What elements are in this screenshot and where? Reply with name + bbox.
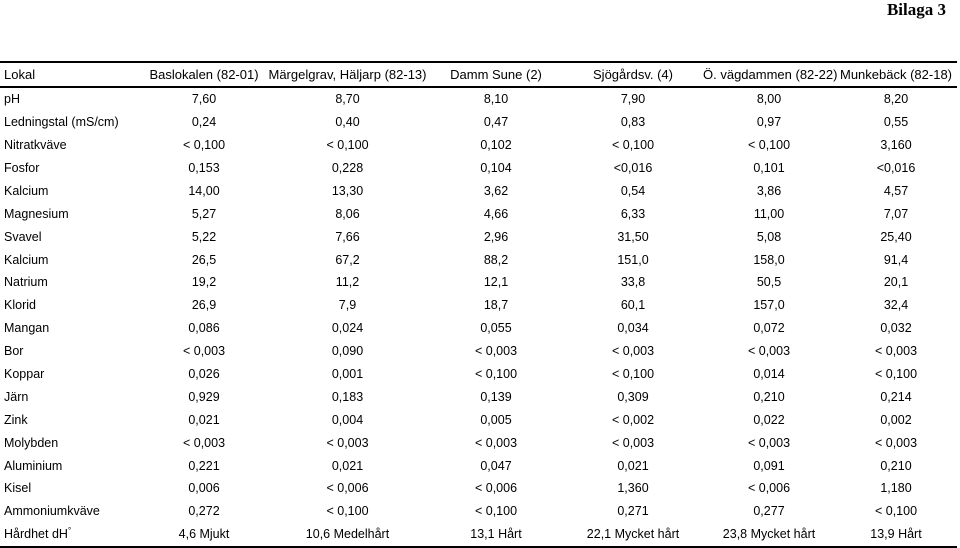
water-analysis-table-container: [0, 61, 957, 548]
row-label: [0, 248, 142, 271]
table-cell: < 0,003: [874, 435, 918, 450]
table-cell: 7,66: [335, 229, 360, 244]
table-cell: 0,183: [331, 389, 364, 404]
table-cell: 0,153: [188, 161, 220, 175]
table-row: [0, 454, 957, 477]
table-cell: 60,1: [620, 298, 646, 313]
table-cell: 13,9 Hårt: [870, 527, 922, 542]
table-cell: < 0,003: [326, 435, 369, 450]
table-cell: < 0,003: [474, 344, 518, 359]
table-row: [0, 431, 957, 454]
row-label-text: Koppar: [4, 367, 45, 382]
table-cell: 25,40: [880, 229, 912, 244]
table-cell: 7,60: [191, 92, 217, 107]
row-label-text: pH: [4, 92, 20, 107]
row-label-text: Kalcium: [4, 252, 49, 267]
table-row: [0, 248, 957, 271]
table-row: [0, 363, 957, 386]
table-cell: 3,160: [880, 138, 912, 153]
table-cell: 0,139: [480, 389, 512, 404]
row-label: [0, 294, 142, 317]
row-label: [0, 202, 142, 225]
row-label: [0, 523, 142, 547]
table-row: [0, 225, 957, 248]
table-cell: 0,54: [620, 183, 646, 198]
table-cell: 0,221: [188, 458, 220, 473]
table-cell: < 0,100: [611, 138, 655, 153]
table-cell: < 0,100: [474, 504, 518, 519]
table-cell: 0,272: [188, 504, 220, 519]
table-cell: 0,005: [480, 412, 512, 427]
table-cell: < 0,100: [326, 504, 369, 519]
table-cell: 0,055: [480, 321, 512, 336]
table-cell: 0,101: [753, 161, 785, 175]
table-cell: < 0,003: [182, 344, 226, 359]
table-row: [0, 317, 957, 340]
table-cell: 4,57: [883, 183, 909, 198]
table-cell: 0,034: [617, 321, 649, 336]
table-cell: 0,091: [753, 458, 785, 473]
table-row: [0, 87, 957, 111]
table-cell: 0,228: [331, 161, 364, 175]
row-label: [0, 271, 142, 294]
table-cell: < 0,100: [326, 138, 369, 153]
row-label-text: Zink: [4, 412, 28, 427]
row-label-text: Bor: [4, 344, 24, 359]
table-cell: 5,08: [756, 229, 782, 244]
table-cell: 0,002: [880, 412, 912, 427]
table-cell: 8,20: [883, 92, 909, 107]
table-cell: 14,00: [188, 183, 220, 198]
table-cell: 0,210: [753, 389, 785, 404]
table-cell: 3,86: [756, 183, 782, 198]
table-cell: 5,22: [191, 229, 217, 244]
row-label-text: Ammoniumkväve: [4, 504, 100, 519]
row-label-text: Kisel: [4, 481, 32, 496]
degree-superscript: °: [67, 526, 72, 536]
table-cell: 0,024: [331, 321, 364, 336]
table-row: [0, 202, 957, 225]
table-cell: 20,1: [883, 275, 909, 290]
table-cell: 13,30: [331, 183, 364, 198]
table-cell: 157,0: [753, 298, 785, 313]
table-cell: 32,4: [883, 298, 909, 313]
header-site-3: Damm Sune (2): [450, 66, 542, 82]
header-location: Lokal: [4, 66, 36, 82]
header-site-1: Baslokalen (82-01): [149, 66, 259, 82]
row-label-text: Molybden: [4, 435, 59, 450]
row-label: [0, 87, 142, 111]
table-row: [0, 500, 957, 523]
row-label-text: Magnesium: [4, 206, 69, 221]
row-label: [0, 385, 142, 408]
table-cell: 0,47: [483, 115, 509, 130]
table-cell: 0,021: [331, 458, 364, 473]
table-cell: 0,014: [753, 367, 785, 382]
row-label: [0, 408, 142, 431]
row-label: [0, 477, 142, 500]
table-row: [0, 477, 957, 500]
table-cell: 26,9: [191, 298, 217, 313]
row-label: [0, 340, 142, 363]
table-cell: < 0,006: [474, 481, 518, 496]
table-row: [0, 157, 957, 180]
table-cell: 1,180: [880, 481, 912, 496]
table-cell: 0,97: [756, 115, 782, 130]
table-cell: 18,7: [483, 298, 509, 313]
table-cell: 0,277: [753, 504, 785, 519]
table-cell: 7,07: [883, 206, 909, 221]
table-cell: < 0,002: [611, 412, 655, 427]
table-cell: 88,2: [483, 252, 509, 267]
table-cell: 1,360: [617, 481, 649, 496]
table-cell: 7,9: [338, 298, 357, 313]
table-cell: 0,214: [880, 389, 912, 404]
table-cell: 0,102: [480, 138, 512, 153]
table-cell: 0,309: [617, 389, 649, 404]
row-label-text: Svavel: [4, 229, 42, 244]
table-cell: 8,70: [335, 92, 360, 107]
row-label-text: Fosfor: [4, 161, 40, 175]
table-cell: 4,6 Mjukt: [178, 527, 230, 542]
row-label: [0, 157, 142, 180]
table-cell: 12,1: [483, 275, 509, 290]
header-site-6: Munkebäck (82-18): [840, 66, 952, 82]
table-cell: 8,00: [756, 92, 782, 107]
table-cell: < 0,003: [474, 435, 518, 450]
table-cell: 5,27: [191, 206, 217, 221]
row-label: [0, 363, 142, 386]
table-cell: < 0,003: [611, 344, 655, 359]
table-cell: 91,4: [883, 252, 909, 267]
table-cell: 0,929: [188, 389, 220, 404]
water-analysis-table: [0, 61, 957, 548]
header-site-2: Märgelgrav, Häljarp (82-13): [268, 66, 427, 82]
table-cell: 22,1 Mycket hårt: [586, 527, 680, 542]
table-cell: < 0,100: [747, 138, 791, 153]
table-cell: < 0,003: [611, 435, 655, 450]
table-cell: < 0,100: [874, 367, 918, 382]
table-cell: 0,072: [753, 321, 785, 336]
table-cell: 0,55: [883, 115, 909, 130]
row-label-text: Järn: [4, 389, 29, 404]
table-cell: < 0,003: [874, 344, 918, 359]
table-cell: < 0,003: [747, 344, 791, 359]
table-cell: 0,24: [191, 115, 217, 130]
table-cell: 0,026: [188, 367, 220, 382]
table-cell: < 0,003: [182, 435, 226, 450]
row-label-text: Nitratkväve: [4, 138, 67, 153]
table-cell: 158,0: [753, 252, 785, 267]
table-cell: <0,016: [876, 161, 916, 175]
table-cell: 0,83: [620, 115, 646, 130]
row-label: [0, 431, 142, 454]
table-cell: 0,047: [480, 458, 512, 473]
header-row: [0, 62, 957, 87]
table-cell: 13,1 Hårt: [470, 527, 522, 542]
table-cell: 6,33: [620, 206, 646, 221]
table-cell: 3,62: [483, 183, 509, 198]
table-cell: 11,00: [753, 206, 785, 221]
table-cell: 8,10: [483, 92, 509, 107]
table-row: [0, 385, 957, 408]
table-cell: 19,2: [191, 275, 217, 290]
table-row: [0, 340, 957, 363]
table-body: [0, 87, 957, 547]
header-site-4: Sjögårdsv. (4): [593, 66, 673, 82]
table-cell: < 0,100: [182, 138, 226, 153]
table-cell: < 0,003: [747, 435, 791, 450]
table-cell: 0,090: [331, 344, 364, 359]
attachment-label: Bilaga 3: [886, 0, 946, 19]
table-cell: 151,0: [617, 252, 649, 267]
row-label: [0, 454, 142, 477]
table-cell: 50,5: [756, 275, 782, 290]
table-cell: 31,50: [617, 229, 649, 244]
table-cell: 33,8: [620, 275, 646, 290]
table-row: [0, 408, 957, 431]
table-cell: 0,001: [331, 367, 364, 382]
row-label: [0, 500, 142, 523]
table-cell: 10,6 Medelhårt: [305, 527, 390, 542]
row-label-text: Aluminium: [4, 458, 63, 473]
table-cell: 0,032: [880, 321, 912, 336]
table-cell: 7,90: [620, 92, 646, 107]
table-cell: <0,016: [613, 161, 653, 175]
table-cell: < 0,100: [474, 367, 518, 382]
table-row: [0, 111, 957, 134]
row-label: [0, 134, 142, 157]
table-cell: 0,40: [335, 115, 360, 130]
table-cell: 0,271: [617, 504, 649, 519]
table-cell: 0,006: [188, 481, 220, 496]
table-row: [0, 523, 957, 547]
table-cell: 26,5: [191, 252, 217, 267]
table-cell: 23,8 Mycket hårt: [722, 527, 816, 542]
header-site-5: Ö. vägdammen (82-22): [703, 66, 838, 82]
table-cell: 2,96: [483, 229, 509, 244]
table-cell: 11,2: [335, 275, 360, 290]
row-label-text: Mangan: [4, 321, 50, 336]
table-cell: 4,66: [483, 206, 509, 221]
table-cell: 0,021: [617, 458, 649, 473]
table-cell: 67,2: [335, 252, 360, 267]
row-label: [0, 111, 142, 134]
row-label-text: Klorid: [4, 298, 36, 313]
table-row: [0, 271, 957, 294]
table-cell: 0,104: [480, 161, 512, 175]
table-cell: 0,022: [753, 412, 785, 427]
table-row: [0, 294, 957, 317]
row-label-text: Hårdhet dH: [4, 527, 68, 542]
row-label-text: Ledningstal (mS/cm): [4, 115, 119, 130]
table-cell: < 0,006: [326, 481, 369, 496]
table-cell: 0,210: [880, 458, 912, 473]
table-row: [0, 134, 957, 157]
table-cell: 0,086: [188, 321, 220, 336]
table-row: [0, 179, 957, 202]
table-cell: 0,021: [188, 412, 220, 427]
row-label-text: Natrium: [4, 275, 48, 290]
row-label: [0, 179, 142, 202]
table-cell: < 0,006: [747, 481, 791, 496]
row-label: [0, 317, 142, 340]
row-label: [0, 225, 142, 248]
table-cell: 8,06: [335, 206, 360, 221]
table-cell: < 0,100: [874, 504, 918, 519]
row-label-text: Kalcium: [4, 183, 49, 198]
table-cell: 0,004: [331, 412, 364, 427]
table-cell: < 0,100: [611, 367, 655, 382]
